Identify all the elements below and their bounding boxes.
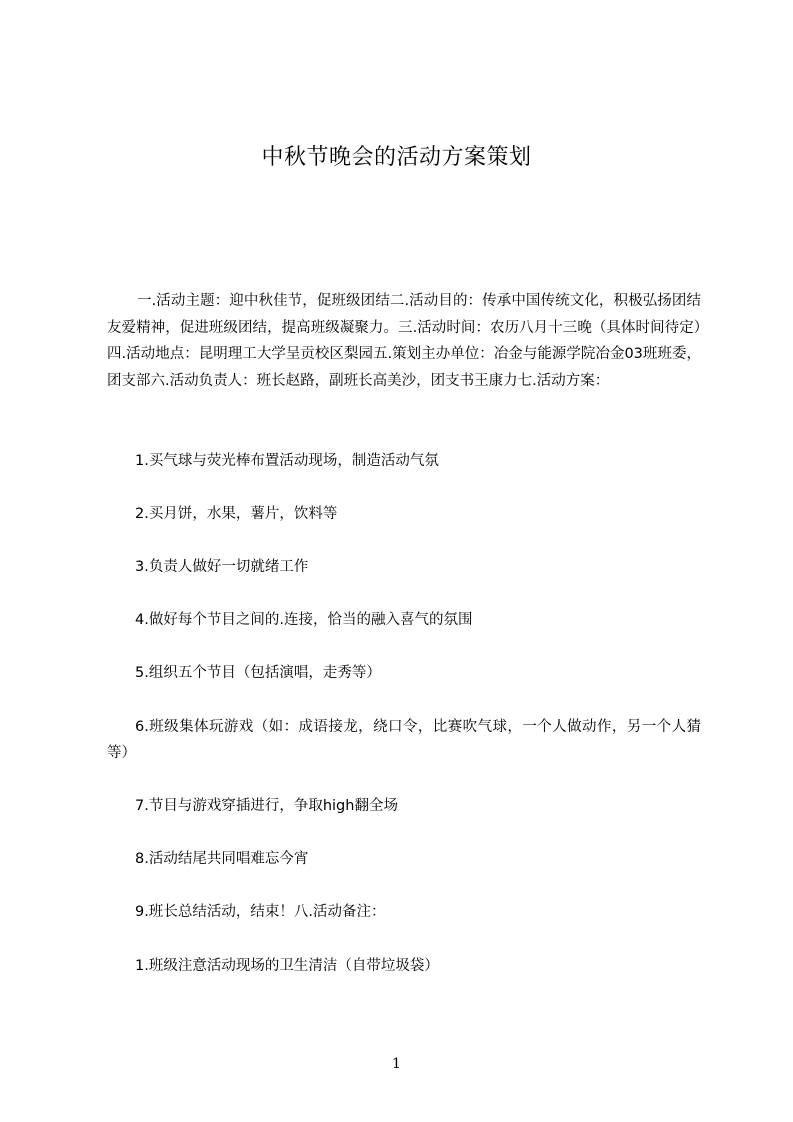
plan-item-1: 1.买气球与荧光棒布置活动现场，制造活动气氛 bbox=[135, 453, 439, 469]
plan-item-5: 5.组织五个节目（包括演唱，走秀等） bbox=[135, 665, 381, 681]
plan-item-2: 2.买月饼，水果，薯片，饮料等 bbox=[135, 506, 338, 522]
plan-item-3: 3.负责人做好一切就绪工作 bbox=[135, 559, 309, 575]
document-title: 中秋节晚会的活动方案策划 bbox=[261, 145, 532, 170]
intro-paragraph: 一.活动主题：迎中秋佳节，促班级团结二.活动目的：传承中国传统文化，积极弘扬团结友爱精神，促进班级团结，提高班级凝聚力。三.活动时间：农历八月十三晚（具体时间待定）四.活动地点：昆明理工大学呈贡校区梨园五.策划主办单位：冶金与能源学院冶金03班班委，团支部六.活动负责人：班长赵路，副班长高美沙，团支书王康力七.活动方案： bbox=[107, 293, 701, 389]
plan-item-6: 6.班级集体玩游戏（如：成语接龙，绕口令，比赛吹气球，一个人做动作，另一个人猜等） bbox=[107, 719, 701, 761]
plan-item-9: 9.班长总结活动，结束！八.活动备注： bbox=[135, 904, 386, 920]
remark-item-1: 1.班级注意活动现场的卫生清洁（自带垃圾袋） bbox=[135, 958, 439, 974]
page-number: 1 bbox=[392, 1056, 401, 1072]
plan-item-4: 4.做好每个节目之间的.连接，恰当的融入喜气的氛围 bbox=[135, 612, 473, 628]
plan-item-7: 7.节目与游戏穿插进行，争取high翻全场 bbox=[135, 798, 398, 814]
plan-item-8: 8.活动结尾共同唱难忘今宵 bbox=[135, 851, 309, 867]
